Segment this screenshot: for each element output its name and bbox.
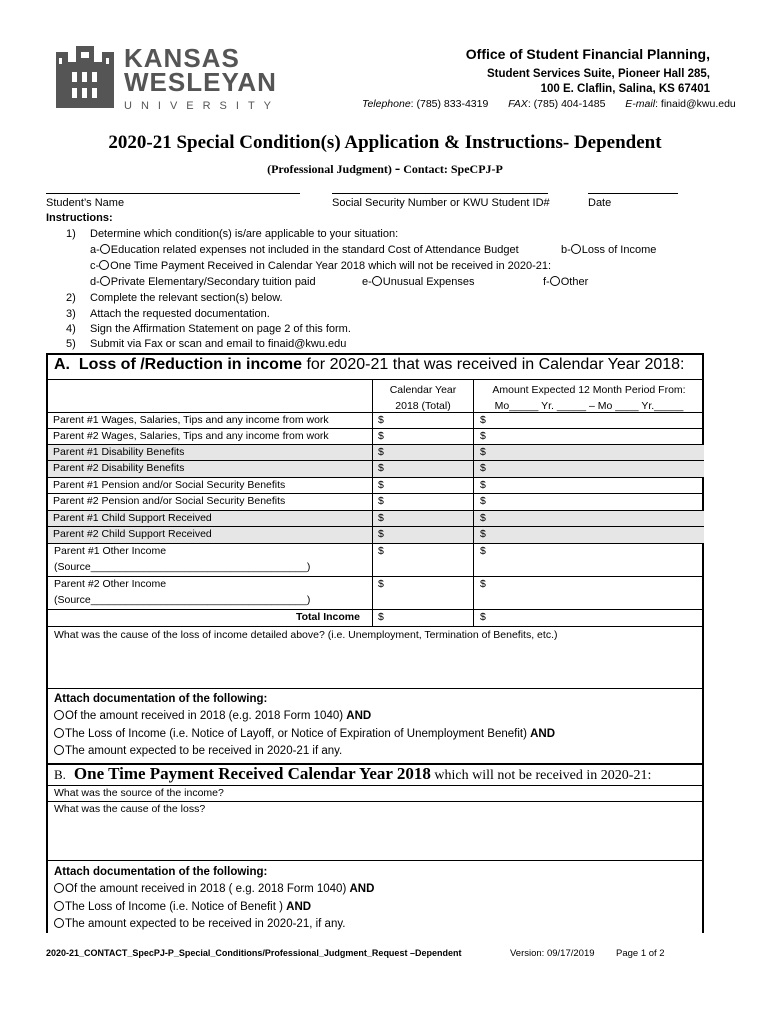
col-expected-header <box>474 382 704 414</box>
amount-expected[interactable]: $ <box>480 430 486 442</box>
total-income-label: Total Income <box>296 611 360 623</box>
office-contact-line <box>362 98 736 110</box>
section-a-title-bold: Loss of /Reduction in income <box>78 356 303 373</box>
total-expected[interactable]: $ <box>480 611 486 623</box>
attach-text: The Loss of Income (i.e. Notice of Layoff, or Notice of Expiration of Unemployment Benefit) <box>65 728 531 740</box>
amount-2018[interactable]: $ <box>378 495 384 507</box>
condition-c-text: One Time Payment Received in Calendar Year 2018 which will not be received in 2020-21: <box>110 260 552 272</box>
ssn-line[interactable] <box>332 193 548 194</box>
row-label: Parent #2 Child Support Received <box>53 528 212 540</box>
total-2018[interactable]: $ <box>378 611 384 623</box>
contact-code: Contact: SpeCPJ-P <box>403 162 503 176</box>
student-name-line[interactable] <box>46 193 300 194</box>
radio-icon[interactable] <box>54 883 64 893</box>
row-label: Parent #2 Disability Benefits <box>53 462 185 474</box>
condition-a-text: Education related expenses not included in the standard Cost of Attendance Budget <box>110 244 519 256</box>
col1-line1: Calendar Year <box>389 384 457 396</box>
step-4: Sign the Affirmation Statement on page 2 of this form. <box>90 323 351 335</box>
amount-expected[interactable]: $ <box>480 462 486 474</box>
table-row <box>48 412 704 429</box>
radio-icon[interactable] <box>571 244 581 254</box>
university-logo <box>52 44 284 114</box>
table-row <box>48 493 704 510</box>
amount-expected[interactable]: $ <box>480 414 486 426</box>
radio-icon[interactable] <box>54 745 64 755</box>
attach-text: Of the amount received in 2018 (e.g. 2018 Form 1040) <box>65 710 347 722</box>
row-label: Parent #2 Pension and/or Social Security Benefits <box>53 495 286 507</box>
amount-2018[interactable]: $ <box>378 446 384 458</box>
form-title-main: 2020-21 Special Condition(s) Application & Instructions- <box>108 132 570 153</box>
divider <box>46 785 704 786</box>
form-title <box>0 132 770 154</box>
divider <box>46 626 704 627</box>
radio-icon[interactable] <box>54 728 64 738</box>
col2-line2: Mo_____ Yr. _____ – Mo ____ Yr._____ <box>494 400 684 412</box>
row-label: Parent #1 Child Support Received <box>53 512 212 524</box>
condition-d-letter: d- <box>90 276 100 288</box>
row-label: Parent #1 Wages, Salaries, Tips and any income from work <box>53 414 329 426</box>
step-2: Complete the relevant section(s) below. <box>90 292 283 304</box>
col1-line2: 2018 (Total) <box>395 400 451 412</box>
footer-filename: 2020-21_CONTACT_SpecPJ-P_Special_Conditions/Professional_Judgment_Request –Dependent <box>46 948 462 958</box>
and-label: AND <box>349 883 375 895</box>
table-row <box>48 510 704 527</box>
attach-doc-heading: Attach documentation of the following: <box>54 866 268 878</box>
fax-label: FAX <box>508 98 528 110</box>
section-b-title <box>54 764 651 784</box>
divider <box>48 543 704 544</box>
telephone-value: : (785) 833-4319 <box>410 98 489 110</box>
step-number: 4) <box>66 323 76 335</box>
amount-2018[interactable]: $ <box>378 430 384 442</box>
parent1-source-field[interactable]: (Source_____________________________________) <box>54 561 311 573</box>
condition-d-text: Private Elementary/Secondary tuition paid <box>110 276 316 288</box>
condition-c-letter: c- <box>90 260 100 272</box>
amount-2018[interactable]: $ <box>378 578 384 590</box>
condition-b <box>561 244 656 256</box>
divider <box>46 801 704 802</box>
section-a-title <box>54 356 685 374</box>
radio-icon[interactable] <box>54 918 64 928</box>
attach-text: The amount expected to be received in 2020-21, if any. <box>65 918 346 930</box>
condition-f-letter: f- <box>543 276 550 288</box>
telephone-label: Telephone <box>362 98 411 110</box>
radio-icon[interactable] <box>99 260 109 270</box>
divider <box>46 379 704 380</box>
condition-d <box>90 276 316 288</box>
col2-line1: Amount Expected 12 Month Period From: <box>492 384 686 396</box>
step-number: 5) <box>66 338 76 350</box>
section-b-title-rest: which will not be received in 2020-21: <box>430 768 652 783</box>
table-row <box>48 526 704 543</box>
attach-item-3 <box>54 745 342 757</box>
amount-2018[interactable]: $ <box>378 462 384 474</box>
condition-e-text: Unusual Expenses <box>382 276 475 288</box>
divider <box>48 576 704 577</box>
amount-expected[interactable]: $ <box>480 528 486 540</box>
office-suite: Student Services Suite, Pioneer Hall 285, <box>486 68 710 80</box>
column-divider <box>372 379 373 626</box>
attach-item-2 <box>54 901 311 913</box>
radio-icon[interactable] <box>550 276 560 286</box>
radio-icon[interactable] <box>100 244 110 254</box>
col-calendar-year-header <box>374 382 472 414</box>
condition-f-text: Other <box>560 276 589 288</box>
step-5: Submit via Fax or scan and email to finaid@kwu.edu <box>90 338 347 350</box>
and-label: AND <box>346 710 372 722</box>
amount-expected[interactable]: $ <box>480 578 486 590</box>
condition-b-text: Loss of Income <box>581 244 657 256</box>
footer-version: Version: 09/17/2019 <box>510 948 595 959</box>
attach-doc-heading: Attach documentation of the following: <box>54 693 268 705</box>
amount-2018[interactable]: $ <box>378 512 384 524</box>
step-3: Attach the requested documentation. <box>90 308 270 320</box>
step-number: 3) <box>66 308 76 320</box>
radio-icon[interactable] <box>372 276 382 286</box>
source-question: What was the source of the income? <box>54 787 224 799</box>
email-label: E-mail <box>625 98 656 110</box>
row-label: Parent #1 Pension and/or Social Security Benefits <box>53 479 286 491</box>
divider <box>46 860 704 861</box>
amount-2018[interactable]: $ <box>378 414 384 426</box>
building-emblem-icon <box>52 44 118 110</box>
amount-2018[interactable]: $ <box>378 528 384 540</box>
table-row <box>48 444 704 461</box>
column-divider <box>473 379 474 626</box>
and-label: AND <box>286 901 312 913</box>
cause-answer-area[interactable] <box>48 818 702 858</box>
ssn-label: Social Security Number or KWU Student ID# <box>332 197 550 209</box>
section-a-letter: A. <box>54 356 70 373</box>
divider <box>46 688 704 689</box>
row-label: Parent #1 Disability Benefits <box>53 446 185 458</box>
step-1: Determine which condition(s) is/are applicable to your situation: <box>90 228 399 240</box>
amount-expected[interactable]: $ <box>480 479 486 491</box>
radio-icon[interactable] <box>54 901 64 911</box>
attach-item-2 <box>54 728 555 740</box>
amount-2018[interactable]: $ <box>378 545 384 557</box>
cause-question: What was the cause of the loss? <box>54 803 206 815</box>
parent2-source-field[interactable]: (Source_____________________________________) <box>54 594 311 606</box>
student-name-label: Student’s Name <box>46 197 125 209</box>
amount-2018[interactable]: $ <box>378 479 384 491</box>
condition-a-letter: a- <box>90 244 100 256</box>
amount-expected[interactable]: $ <box>480 495 486 507</box>
condition-e-letter: e- <box>362 276 372 288</box>
cause-answer-area[interactable] <box>48 644 702 686</box>
instructions-heading: Instructions: <box>46 212 113 224</box>
attach-item-1 <box>54 883 374 895</box>
parent2-other-income-label: Parent #2 Other Income <box>54 578 167 590</box>
section-b-letter: B. <box>54 767 66 782</box>
condition-c <box>90 260 551 272</box>
section-b-title-bold: One Time Payment Received Calendar Year 2018 <box>73 764 431 783</box>
condition-a <box>90 244 519 256</box>
attach-text: Of the amount received in 2018 ( e.g. 2018 Form 1040) <box>65 883 350 895</box>
attach-item-1 <box>54 710 371 722</box>
step-number: 1) <box>66 228 76 240</box>
email-value: : finaid@kwu.edu <box>655 98 736 110</box>
radio-icon[interactable] <box>54 710 64 720</box>
parent1-other-income-label: Parent #1 Other Income <box>54 545 167 557</box>
fax-value: : (785) 404-1485 <box>527 98 606 110</box>
and-label: AND <box>530 728 556 740</box>
condition-e <box>362 276 475 288</box>
office-title: Office of Student Financial Planning, <box>465 46 710 62</box>
office-address: 100 E. Claflin, Salina, KS 67401 <box>540 83 710 95</box>
table-row <box>48 477 704 494</box>
radio-icon[interactable] <box>100 276 110 286</box>
date-line[interactable] <box>588 193 678 194</box>
table-row <box>48 428 704 445</box>
divider <box>48 609 704 610</box>
attach-item-3 <box>54 918 345 930</box>
logo-name-line3: UNIVERSITY <box>124 100 281 112</box>
amount-expected[interactable]: $ <box>480 446 486 458</box>
cause-question: What was the cause of the loss of income detailed above? (i.e. Unemployment, Termination of Benefits, etc.) <box>54 629 558 641</box>
attach-text: The amount expected to be received in 2020-21 if any. <box>65 745 343 757</box>
step-number: 2) <box>66 292 76 304</box>
amount-expected[interactable]: $ <box>480 512 486 524</box>
attach-text: The Loss of Income (i.e. Notice of Benefit ) <box>65 901 287 913</box>
date-label: Date <box>588 197 612 209</box>
form-subtitle <box>0 160 770 178</box>
subtitle-dash: - <box>394 160 401 177</box>
section-a-title-rest: for 2020-21 that was received in Calendar Year 2018: <box>302 356 685 373</box>
condition-b-letter: b- <box>561 244 571 256</box>
logo-name-line1: KANSAS <box>124 43 240 73</box>
subtitle-label: (Professional Judgment) <box>267 162 392 176</box>
table-row <box>48 460 704 477</box>
footer-page-number: Page 1 of 2 <box>616 948 665 959</box>
logo-name-line2: WESLEYAN <box>124 67 277 97</box>
form-title-dependent: Dependent <box>573 132 662 153</box>
row-label: Parent #2 Wages, Salaries, Tips and any income from work <box>53 430 329 442</box>
amount-expected[interactable]: $ <box>480 545 486 557</box>
condition-f <box>543 276 588 288</box>
